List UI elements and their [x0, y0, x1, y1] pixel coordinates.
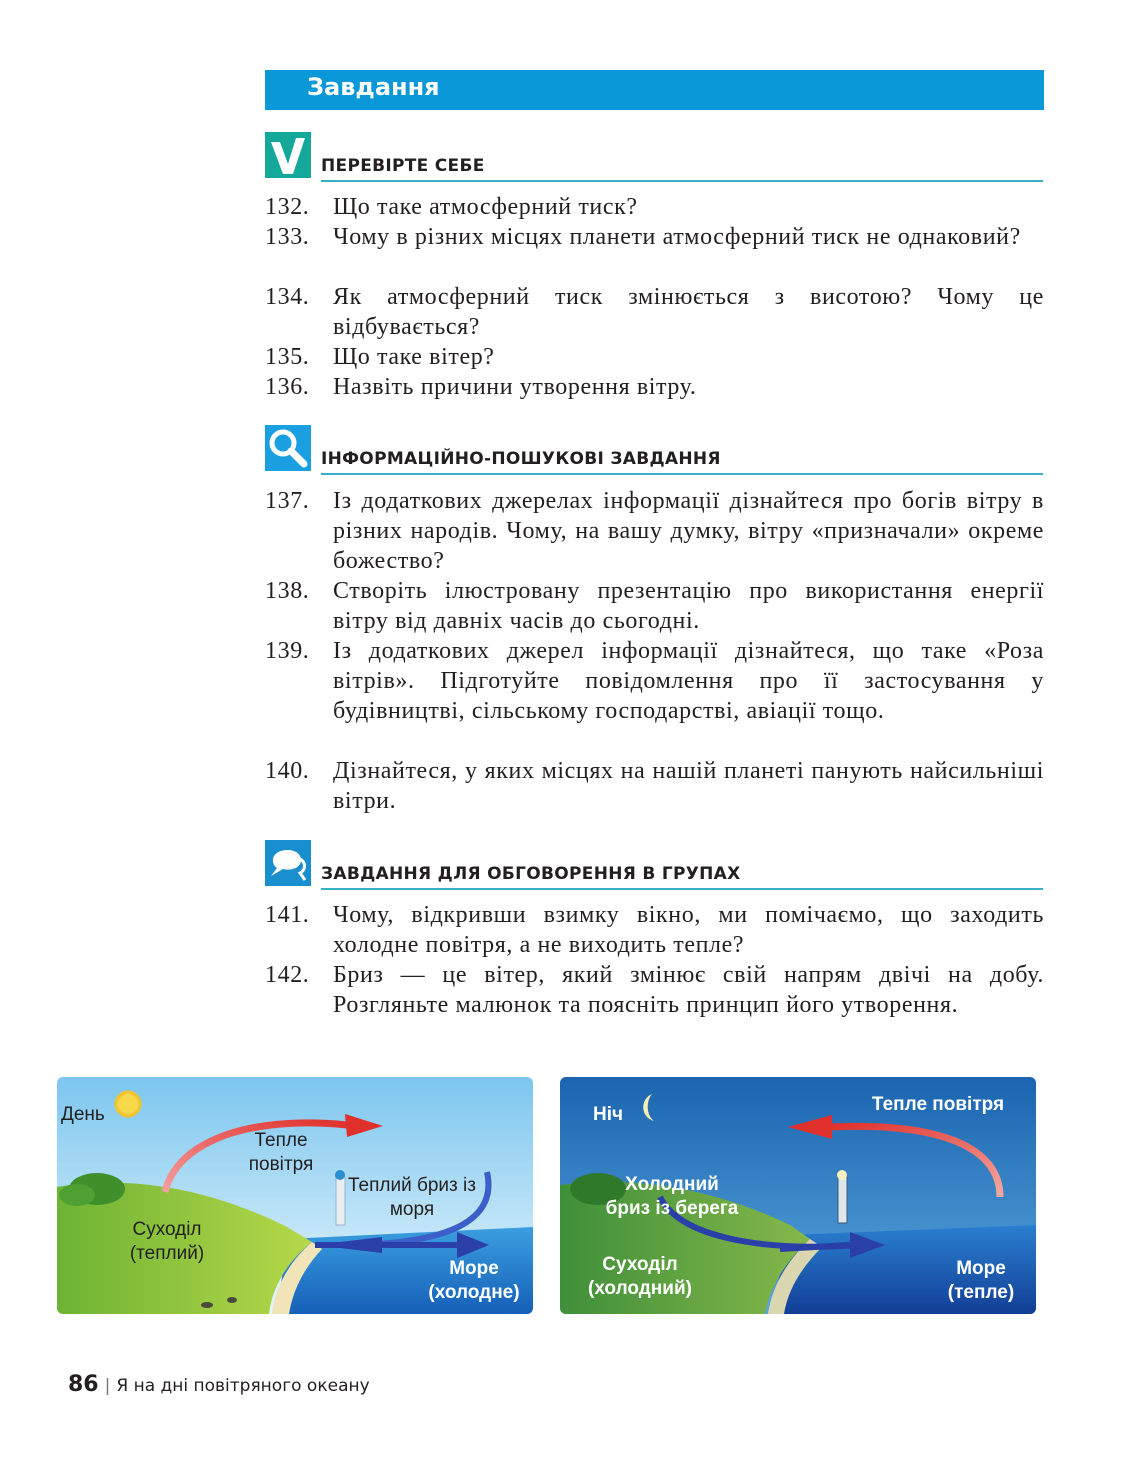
question-item: [265, 900, 1044, 960]
question-text: Як атмосферний тиск змінюється з висотою? Чому це відбувається?: [333, 284, 1044, 340]
lighthouse: [838, 1177, 847, 1223]
chapter-title: Я на дні повітряного океану: [116, 1376, 370, 1396]
check-icon: [265, 132, 311, 178]
question-number: 137.: [265, 488, 310, 514]
question-item: [265, 960, 1044, 1020]
warm-air-label: Тепле повітря: [871, 1094, 1005, 1115]
sea-label: Море (холодне): [428, 1258, 520, 1303]
question-number: 141.: [265, 902, 310, 928]
question-item: [265, 282, 1044, 342]
breeze-label: Теплий бриз із моря: [348, 1175, 476, 1220]
question-item: [265, 222, 1044, 252]
question-item: [265, 372, 1044, 402]
question-number: 135.: [265, 344, 310, 370]
question-number: 133.: [265, 224, 310, 250]
section-check-yourself: [265, 132, 1044, 182]
sea-breeze-day-illustration: [57, 1077, 533, 1314]
question-text: Що таке вітер?: [333, 344, 495, 370]
question-number: 134.: [265, 284, 310, 310]
speech-bubbles-icon: [265, 840, 311, 886]
lighthouse: [336, 1177, 345, 1225]
section-header-title: Завдання: [307, 73, 440, 101]
warm-air-label: Тепле повітря: [248, 1130, 314, 1175]
question-number: 142.: [265, 962, 310, 988]
question-number: 132.: [265, 194, 310, 220]
land-label: Суходіл (теплий): [129, 1219, 205, 1264]
section-group-discussion: [265, 840, 1044, 890]
page-number: 86: [68, 1372, 99, 1397]
question-text: Чому, відкривши взимку вікно, ми помічаємо, що заходить холодне повітря, а не виходить тепле?: [333, 902, 1044, 958]
section-title: ПЕРЕВІРТЕ СЕБЕ: [321, 154, 1043, 182]
day-label: День: [61, 1104, 105, 1125]
land-label: Суходіл (холодний): [588, 1254, 692, 1299]
question-text: Назвіть причини утворення вітру.: [333, 374, 697, 400]
question-text: Із додаткових джерел інформації дізнайтеся, що таке «Роза вітрів». Підготуйте повідомлення про її застосування у будівництві, сільському господарстві, авіації тощо.: [333, 638, 1044, 724]
footer-separator: |: [104, 1376, 111, 1396]
question-text: Створіть ілюстровану презентацію про використання енергії вітру від давніх часів до сьогодні.: [333, 578, 1044, 634]
question-text: Що таке атмосферний тиск?: [333, 194, 638, 220]
breeze-label: Холодний бриз із берега: [605, 1174, 739, 1219]
question-item: [265, 636, 1044, 726]
section-title: ЗАВДАННЯ ДЛЯ ОБГОВОРЕННЯ В ГРУПАХ: [321, 862, 1043, 890]
question-number: 140.: [265, 758, 310, 784]
question-text: Чому в різних місцях планети атмосферний тиск не однаковий?: [333, 224, 1021, 250]
question-item: [265, 576, 1044, 636]
question-number: 136.: [265, 374, 310, 400]
night-label: Ніч: [593, 1104, 624, 1125]
question-item: [265, 342, 1044, 372]
question-item: [265, 192, 1044, 222]
section-header-bar: [265, 70, 1044, 110]
question-number: 138.: [265, 578, 310, 604]
question-number: 139.: [265, 638, 310, 664]
question-item: [265, 486, 1044, 576]
page-footer: [68, 1372, 370, 1397]
land-breeze-night-illustration: [560, 1077, 1036, 1314]
question-item: [265, 756, 1044, 816]
magnifier-icon: [265, 425, 311, 471]
sea-label: Море (тепле): [947, 1258, 1015, 1303]
section-search-tasks: [265, 425, 1044, 475]
question-text: Дізнайтеся, у яких місцях на нашій планеті панують найсильніші вітри.: [333, 758, 1044, 814]
sun-icon: [116, 1092, 140, 1116]
question-text: Із додаткових джерелах інформації дізнайтеся про богів вітру в різних народів. Чому, на вашу думку, вітру «призначали» окреме божество?: [333, 488, 1044, 574]
question-text: Бриз — це вітер, який змінює свій напрям двічі на добу. Розгляньте малюнок та поясніть принцип його утворення.: [333, 962, 1044, 1018]
section-title: ІНФОРМАЦІЙНО-ПОШУКОВІ ЗАВДАННЯ: [321, 447, 1043, 475]
